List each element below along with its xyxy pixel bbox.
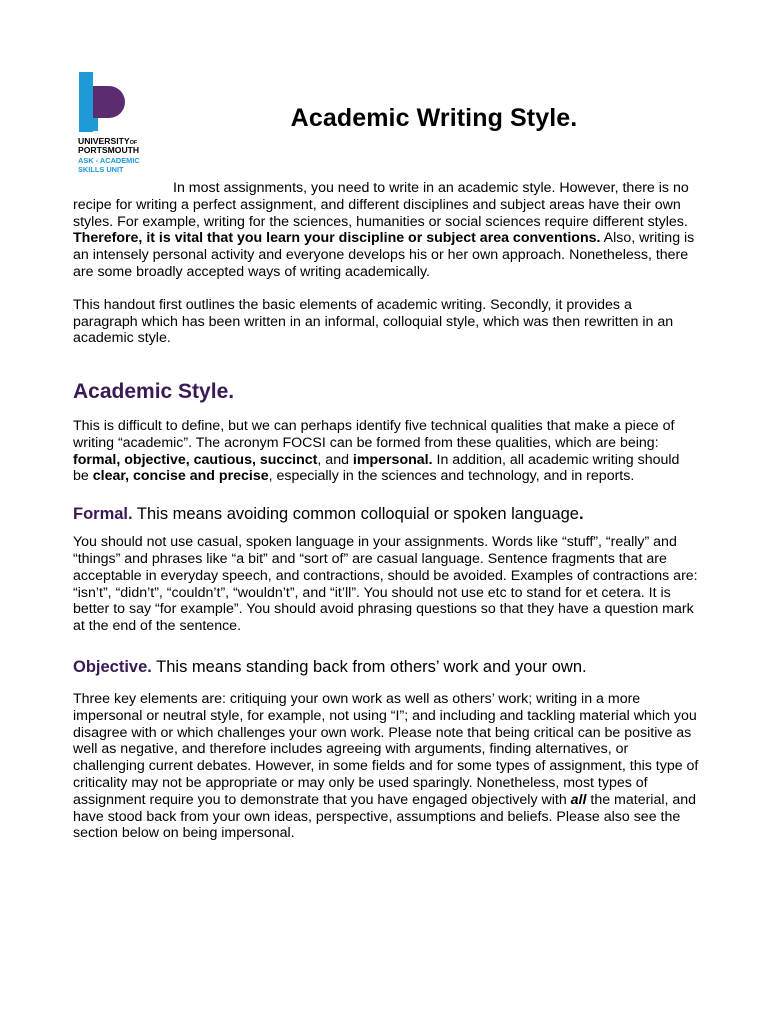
objective-heading: Objective. This means standing back from others’ work and your own. bbox=[73, 657, 587, 676]
logo-skills-unit-text: SKILLS UNIT bbox=[78, 165, 124, 174]
formal-paragraph: You should not use casual, spoken language in your assignments. Words like “stuff”, “really” and “things” and phrases like “a bit” and “sort of” are casual language. Sentence fragments that are acceptable in everyday speech, and contractions, should be avoided. Examples of contractions are: “isn’t”, “didn’t”, “couldn’t”, “wouldn’t”, and “it’ll”. You should not use etc to stand for et cetera. It is better to say “for example”. You should avoid phrasing questions so that they have a question mark at the end of the sentence. bbox=[73, 534, 698, 635]
objective-paragraph: Three key elements are: critiquing your own work as well as others’ work; writing in a more impersonal or neutral style, for example, not using “I”; and including and tackling material which you disagree with or which challenges your own work. Please note that being critical can be positive as well as negative, and therefore includes agreeing with arguments, finding alternatives, or challenging current debates. However, in some fields and for some types of assignment, this type of criticality may not be appropriate or may only be used sparingly. Nonetheless, most types of assignment require you to demonstrate that you have engaged objectively with all the material, and have stood back from your own ideas, perspective, assumptions and beliefs. Please also see the section below on being impersonal. bbox=[73, 690, 699, 842]
formal-heading: Formal. This means avoiding common colloquial or spoken language. bbox=[73, 505, 584, 524]
intro-emphasis: Therefore, it is vital that you learn your discipline or subject area conventions. bbox=[73, 230, 601, 247]
intro-paragraph: In most assignments, you need to write in an academic style. However, there is no recipe for writing a perfect assignment, and different disciplines and subject areas have their own styles. For example, writing for the sciences, humanities or social sciences require different styles. Therefore, it is vital that you learn your discipline or subject area conventions. Also, writing is an intensely personal activity and everyone develops his or her own approach. Nonetheless, there are some broadly accepted ways of writing academically. bbox=[73, 180, 695, 280]
logo-portsmouth-text: PORTSMOUTH bbox=[78, 145, 140, 155]
academic-style-heading: Academic Style. bbox=[73, 380, 235, 404]
handout-outline-paragraph: This handout first outlines the basic elements of academic writing. Secondly, it provides a paragraph which has been written in an informal, colloquial style, which was then rewritten in an academic style. bbox=[73, 296, 674, 347]
focsi-qualities: formal, objective, cautious, succinct bbox=[73, 451, 318, 468]
logo-ask-text: ASK - ACADEMIC bbox=[78, 156, 140, 165]
logo-university-text: UNIVERSITYOF bbox=[78, 136, 138, 146]
academic-style-paragraph: This is difficult to define, but we can perhaps identify five technical qualities that make a piece of writing “academic”. The acronym FOCSI can be formed from these qualities, which are being: formal, objective, cautious, succinct, and impersonal. In addition, all academic writing should be clear, concise and precise, especially in the sciences and technology, and in reports. bbox=[73, 417, 680, 485]
page-title: Academic Writing Style. bbox=[290, 104, 578, 132]
document-body bbox=[73, 180, 699, 842]
